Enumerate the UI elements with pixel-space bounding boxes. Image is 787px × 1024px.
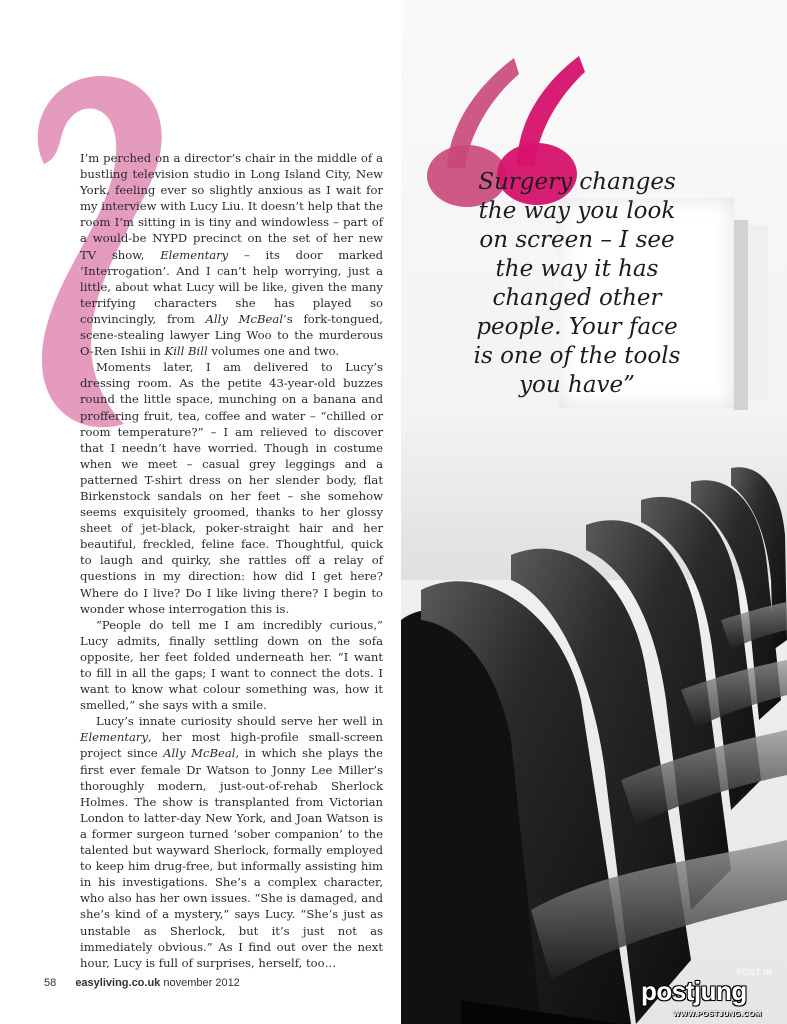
watermark-url: WWW.POSTJUNG.COM — [673, 1009, 762, 1018]
pull-quote-line: Surgery changes — [478, 169, 676, 195]
watermark-post-in: POST IN — [737, 968, 773, 977]
title-italic: Ally McBeal — [163, 746, 236, 761]
page-footer — [44, 977, 240, 989]
article-paragraph — [80, 617, 383, 714]
text-run: – its door marked ‘Interrogation’. And I can’t help worrying, just a little, about what Lucy will be like, given the many terrifying characters she has played so convincingly, from — [80, 247, 383, 326]
text-run: Lucy’s innate curiosity should serve her well in — [96, 714, 383, 729]
pull-quote-line: people. Your face — [476, 314, 678, 340]
text-run: Moments later, I am delivered to Lucy’s dressing room. As the petite 43-year-old buzzes round the little space, munching on a banana and proffering fruit, tea, coffee and water – “chilled or room temperature?” – I am relieved to discover that I needn’t have worried. Though in costume when we meet – casual grey leggings and a patterned T-shirt dress on her slender body, flat Birkenstock sandals on her feet – she somehow seems exquisitely groomed, thanks to her glossy sheet of jet-black, poker-straight hair and her beautiful, freckled, feline face. Thoughtful, quick to laugh and quirky, she rattles off a relay of questions in my direction: how did I get here? Where do I live? Do I like living there? I begin to wonder whose interrogation this is. — [80, 360, 383, 616]
article-paragraph — [80, 150, 383, 359]
issue-date: november 2012 — [163, 977, 240, 989]
chairs-photo — [401, 440, 787, 1024]
title-italic: Ally McBeal — [205, 311, 284, 326]
title-italic: Kill Bill — [164, 344, 208, 359]
text-run: ’s fork-tongued, scene-stealing lawyer Ling Woo to the murderous O-Ren Ishii in — [80, 311, 383, 359]
pull-quote — [447, 168, 707, 400]
title-italic: Elementary — [80, 730, 149, 745]
title-italic: Elementary — [160, 247, 229, 262]
postjung-watermark — [637, 968, 787, 1020]
text-run: , in which she plays the first ever female Dr Watson to Jonny Lee Miller’s thoroughly modern, just-out-of-rehab Sherlock Holmes. The show is transplanted from Victorian London to latter-day New York, and Joan Watson is a former surgeon turned ‘sober companion’ to the talented but wayward Sherlock, formally employed to keep him drug-free, but informally assisting him in his investigations. She’s a complex character, who also has her own issues. “She is damaged, and she’s kind of a mystery,” says Lucy. “She’s just as unstable as Sherlock, but it’s just not as immediately obvious.” As I find out over the next hour, Lucy is full of surprises, herself, too… — [80, 746, 384, 970]
pull-quote-line: is one of the tools — [473, 343, 681, 369]
article-paragraph — [80, 713, 383, 971]
text-run: “People do tell me I am incredibly curious,” Lucy admits, finally settling down on the sofa opposite, her feet folded underneath her. “I want to fill in all the gaps; I want to connect the dots. I want to know what colour something was, how it smelled,” she says with a smile. — [80, 617, 383, 713]
text-run: volumes one and two. — [207, 344, 340, 359]
window-frame — [734, 220, 748, 410]
pull-quote-line: on screen – I see — [479, 227, 675, 253]
magazine-site: easyliving.co.uk — [75, 977, 161, 989]
page-number: 58 — [44, 977, 57, 989]
watermark-logo: postjung — [641, 976, 747, 1006]
text-run: I’m perched on a director’s chair in the middle of a bustling television studio in Long Island City, New York, feeling ever so slightly anxious as I wait for my interview with Lucy Liu. It doesn’t help that the room I’m sitting in is tiny and windowless – part of a would-be NYPD precinct on the set of her new TV show, — [80, 151, 383, 262]
pull-quote-line: the way it has — [495, 256, 659, 282]
photo-panel — [401, 0, 787, 1024]
article-paragraph — [80, 359, 383, 617]
text-run: , her most high-profile small-screen project since — [80, 730, 383, 761]
window-frame-edge — [748, 225, 768, 400]
article-body — [80, 150, 383, 971]
pull-quote-line: changed other — [492, 285, 662, 311]
pull-quote-line: the way you look — [478, 198, 676, 224]
pull-quote-line: you have” — [519, 372, 635, 398]
